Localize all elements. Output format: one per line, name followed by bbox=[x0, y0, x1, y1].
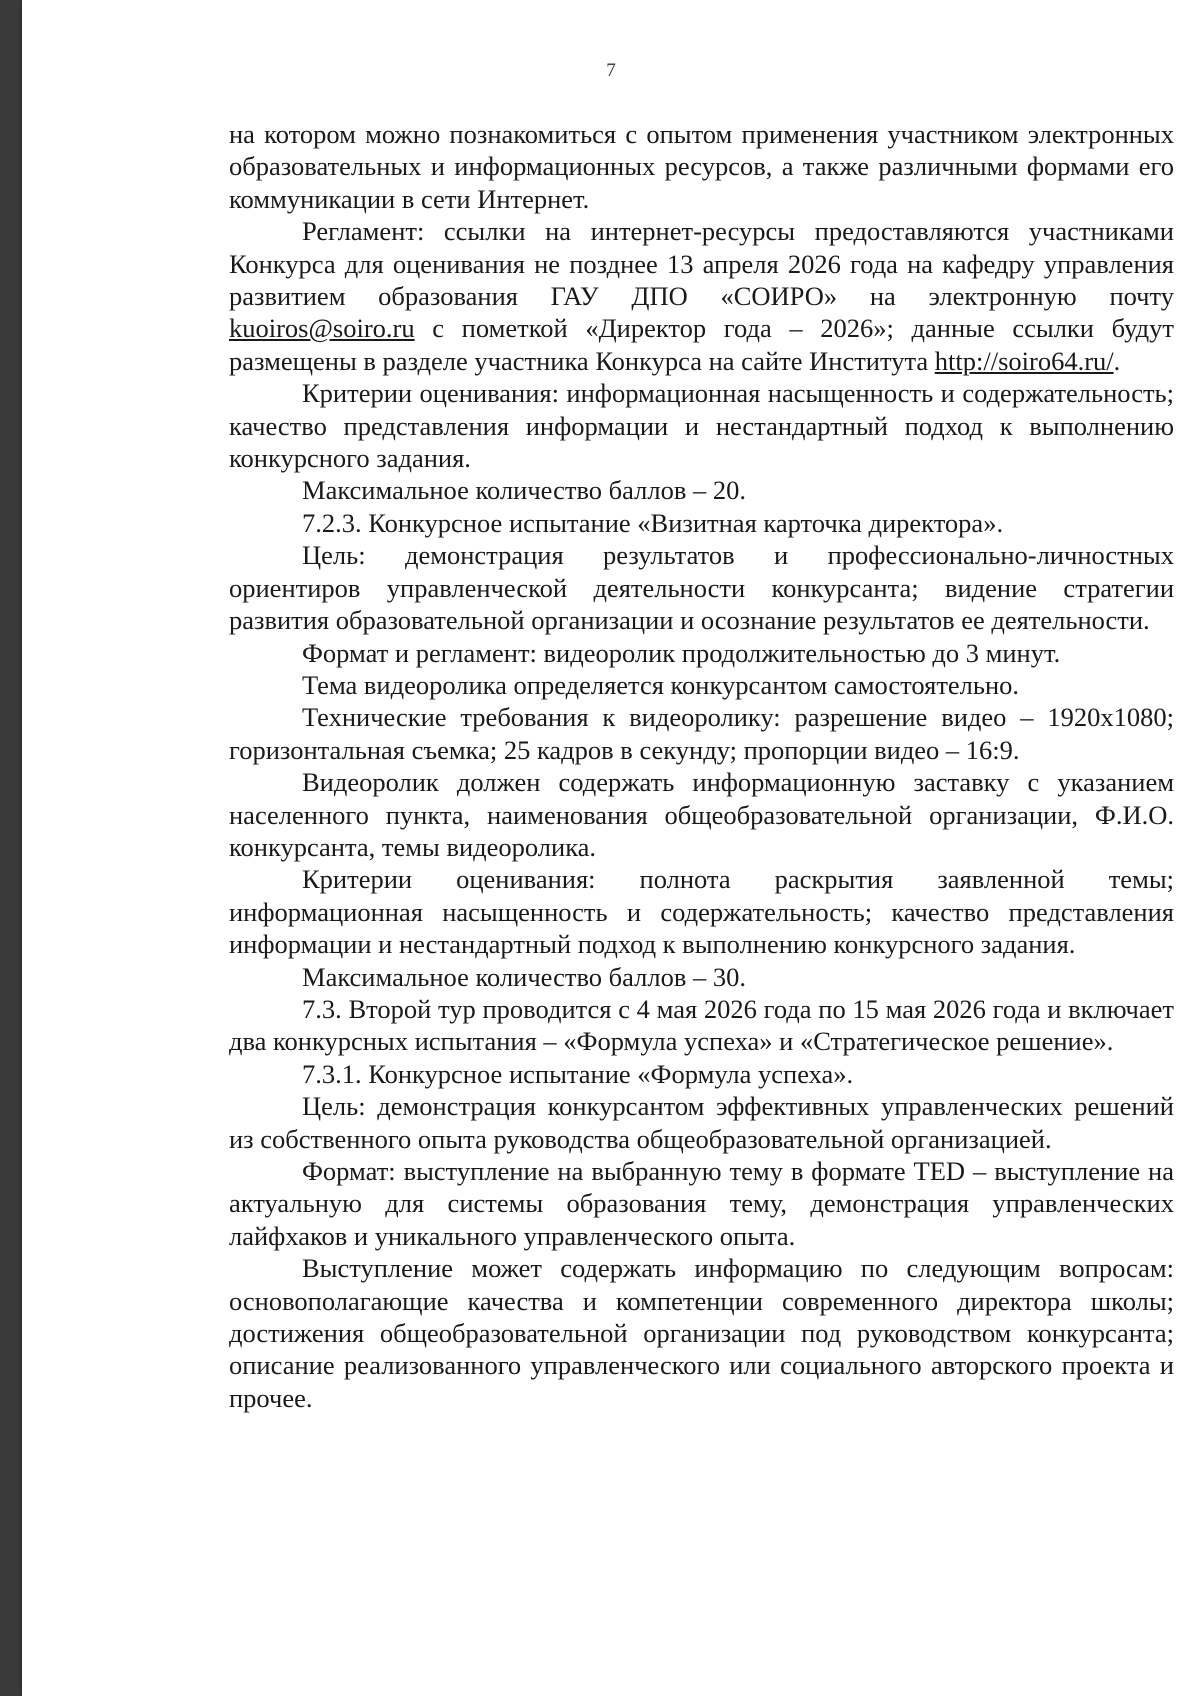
paragraph: Выступление может содержать информацию по следующим вопросам: основополагающие качества и компетенции современного директора школы; достижения общеобразовательной организации под руководством конкурсанта; описание реализованного управленческого или социального авторского проекта и прочее. bbox=[229, 1253, 1174, 1413]
paragraph: 7.3. Второй тур проводится с 4 мая 2026 года по 15 мая 2026 года и включает два конкурсных испытания – «Формула успеха» и «Стратегическое решение». bbox=[229, 993, 1174, 1057]
paragraph: Критерии оценивания: информационная насыщенность и содержательность; качество представления информации и нестандартный подход к выполнению конкурсного задания. bbox=[229, 378, 1174, 474]
paragraph: Технические требования к видеоролику: разрешение видео – 1920x1080; горизонтальная съемка; 25 кадров в секунду; пропорции видео – 16:9. bbox=[229, 702, 1174, 765]
paragraph: Цель: демонстрация результатов и профессионально-личностных ориентиров управленческой деятельности конкурсанта; видение стратегии развития образовательной организации и осознание результатов ее деятельности. bbox=[229, 540, 1174, 636]
paragraph-text: . bbox=[1113, 345, 1121, 376]
email-link[interactable]: kuoiros@soiro.ru bbox=[229, 313, 415, 344]
page-number: 7 bbox=[606, 60, 616, 81]
paragraph: Цель: демонстрация конкурсантом эффективных управленческих решений из собственного опыта руководства общеобразовательной организацией. bbox=[229, 1091, 1174, 1154]
paragraph-text: с пометкой «Директор года – 2026»; данные ссылки будут размещены в разделе участника Конкурса на сайте Института bbox=[229, 313, 1174, 376]
website-link[interactable]: http://soiro64.ru/ bbox=[934, 345, 1114, 376]
paragraph: Максимальное количество баллов – 30. bbox=[302, 961, 746, 992]
document-page bbox=[22, 0, 1200, 1696]
paragraph: Критерии оценивания: полнота раскрытия заявленной темы; информационная насыщенность и содержательность; качество представления информации и нестандартный подход к выполнению конкурсного задания. bbox=[229, 864, 1174, 960]
paragraph-text: Регламент: ссылки на интернет-ресурсы предоставляются участниками Конкурса для оценивания не позднее 13 апреля 2026 года на кафедру управления развитием образования ГАУ ДПО «СОИРО» на электронную почту bbox=[229, 216, 1174, 312]
paragraph: Видеоролик должен содержать информационную заставку с указанием населенного пункта, наименования общеобразовательной организации, Ф.И.О. конкурсанта, темы видеоролика. bbox=[229, 767, 1174, 862]
paragraph: Максимальное количество баллов – 20. bbox=[302, 475, 746, 506]
paragraph: Формат и регламент: видеоролик продолжительностью до 3 минут. bbox=[302, 637, 1061, 668]
paragraph: Формат: выступление на выбранную тему в формате TED – выступление на актуальную для системы образования тему, демонстрация управленческих лайфхаков и уникального управленческого опыта. bbox=[229, 1156, 1174, 1251]
paragraph: на котором можно познакомиться с опытом применения участником электронных образовательных и информационных ресурсов, а также различными формами его коммуникации в сети Интернет. bbox=[229, 119, 1174, 214]
section-heading: 7.3.1. Конкурсное испытание «Формула успеха». bbox=[302, 1058, 854, 1089]
paragraph-regulations bbox=[229, 215, 1174, 377]
document-body bbox=[229, 118, 1174, 1414]
section-heading: 7.2.3. Конкурсное испытание «Визитная карточка директора». bbox=[302, 507, 1004, 538]
paragraph: Тема видеоролика определяется конкурсантом самостоятельно. bbox=[302, 669, 1020, 700]
